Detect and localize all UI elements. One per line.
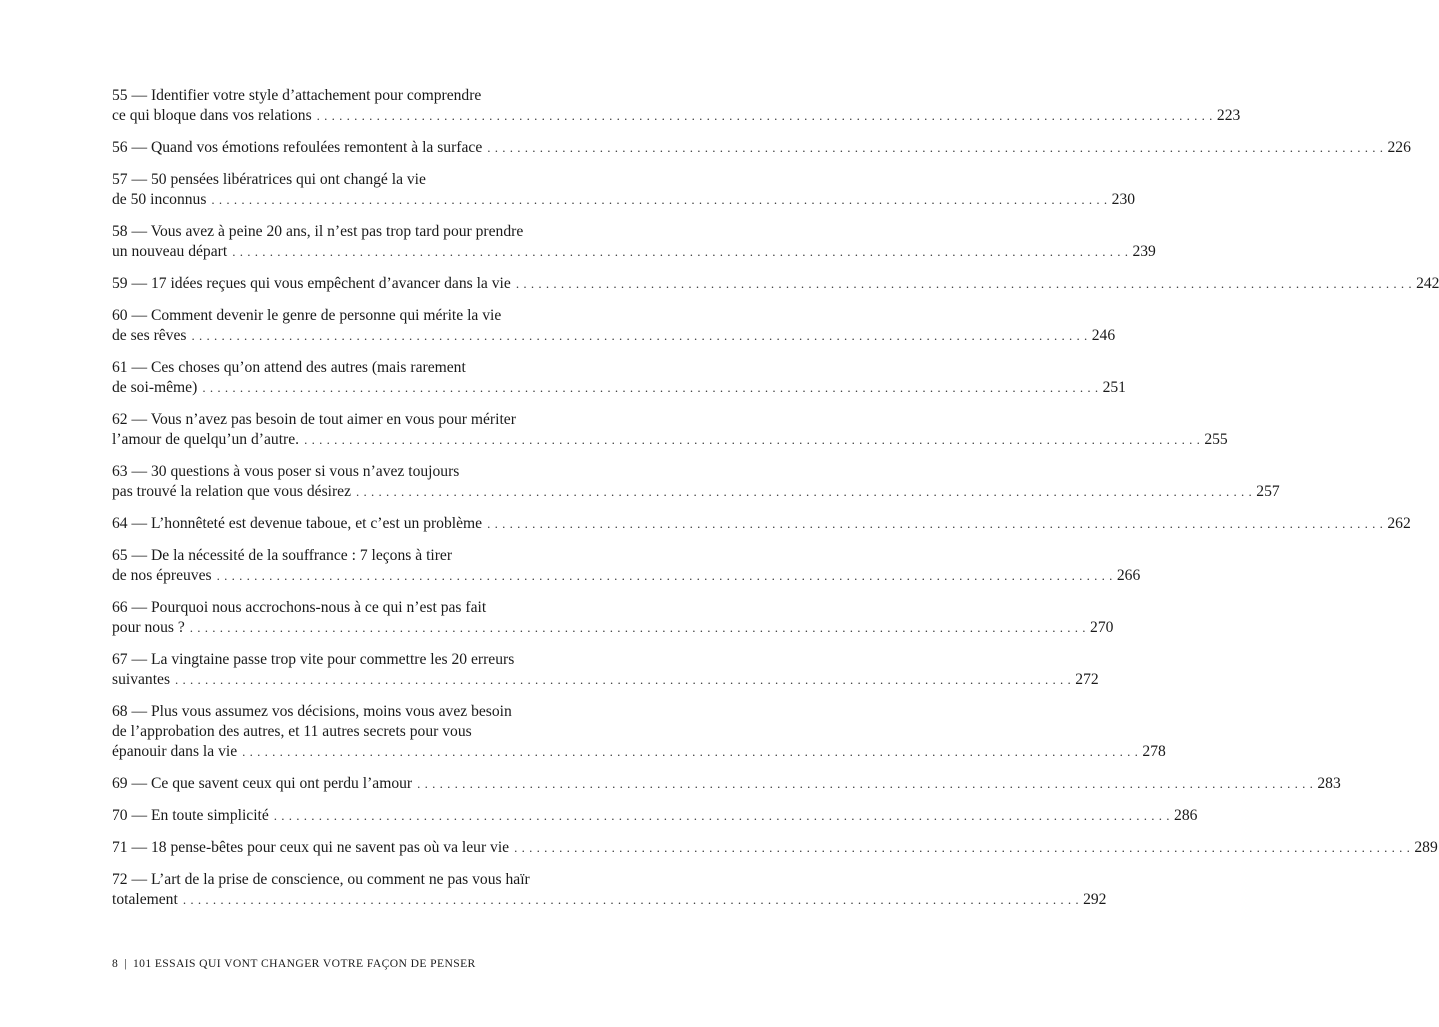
footer-book-title: 101 ESSAIS QUI VONT CHANGER VOTRE FAÇON DE PENSER: [132, 957, 476, 970]
toc-entry-title-line: 63 — 30 questions à vous poser si vous n’avez toujours: [112, 463, 460, 480]
toc-entry-title-line: l’amour de quelqu’un d’autre.: [112, 431, 300, 448]
toc-entry-last-line: [112, 242, 1156, 262]
toc-entry-page-number: 239: [1132, 243, 1156, 260]
dot-leader: . . . . . . . . . . . . . . . . . . . . . . . . . . . . . . . . . . . . . . . . . . . . . . . . . . . . . . . . . . . . . . . . . . . . . . . . . . . . . . . . . . . . . . . . . . . . . . . . . . . . . . . . . . . . . . . . . . . . . . . .: [232, 244, 1129, 259]
toc-entry-last-line: [112, 326, 1116, 346]
toc-entry-title-line: de soi-même): [112, 379, 198, 396]
toc-entry-page-number: 255: [1204, 431, 1228, 448]
toc-entry-last-line: [112, 378, 1126, 398]
toc-entry-last-line: [112, 566, 1141, 586]
dot-leader: . . . . . . . . . . . . . . . . . . . . . . . . . . . . . . . . . . . . . . . . . . . . . . . . . . . . . . . . . . . . . . . . . . . . . . . . . . . . . . . . . . . . . . . . . . . . . . . . . . . . . . . . . . . . . . . . . . . . . . . .: [211, 192, 1108, 207]
toc-entry-page-number: 226: [1387, 139, 1411, 156]
page-footer: [112, 957, 476, 970]
toc-entry-last-line: [112, 274, 1439, 294]
toc-entry-last-line: [112, 138, 1411, 158]
dot-leader: . . . . . . . . . . . . . . . . . . . . . . . . . . . . . . . . . . . . . . . . . . . . . . . . . . . . . . . . . . . . . . . . . . . . . . . . . . . . . . . . . . . . . . . . . . . . . . . . . . . . . . . . . . . . . . . . . . . . . . . .: [316, 108, 1213, 123]
toc-entry-title-line: de nos épreuves: [112, 567, 212, 584]
toc-entry-title-line: 70 — En toute simplicité: [112, 807, 269, 824]
toc-entry-page-number: 272: [1075, 671, 1099, 688]
toc-entry: [112, 410, 1228, 450]
toc-entry-title-line: 61 — Ces choses qu’on attend des autres (mais rarement: [112, 359, 466, 376]
toc-entry: [112, 774, 1341, 794]
dot-leader: . . . . . . . . . . . . . . . . . . . . . . . . . . . . . . . . . . . . . . . . . . . . . . . . . . . . . . . . . . . . . . . . . . . . . . . . . . . . . . . . . . . . . . . . . . . . . . . . . . . . . . . . . . . . . . . . . . . . . . . .: [356, 484, 1253, 499]
toc-entry-title-line: pas trouvé la relation que vous désirez: [112, 483, 352, 500]
dot-leader: . . . . . . . . . . . . . . . . . . . . . . . . . . . . . . . . . . . . . . . . . . . . . . . . . . . . . . . . . . . . . . . . . . . . . . . . . . . . . . . . . . . . . . . . . . . . . . . . . . . . . . . . . . . . . . . . . . . . . . . .: [216, 568, 1113, 583]
toc-entry-page-number: 242: [1416, 275, 1439, 292]
dot-leader: . . . . . . . . . . . . . . . . . . . . . . . . . . . . . . . . . . . . . . . . . . . . . . . . . . . . . . . . . . . . . . . . . . . . . . . . . . . . . . . . . . . . . . . . . . . . . . . . . . . . . . . . . . . . . . . . . . . . . . . .: [304, 432, 1201, 447]
dot-leader: . . . . . . . . . . . . . . . . . . . . . . . . . . . . . . . . . . . . . . . . . . . . . . . . . . . . . . . . . . . . . . . . . . . . . . . . . . . . . . . . . . . . . . . . . . . . . . . . . . . . . . . . . . . . . . . . . . . . . . . .: [242, 744, 1139, 759]
toc-entry-last-line: [112, 806, 1198, 826]
toc-entry-page-number: 278: [1142, 743, 1166, 760]
toc-entry: [112, 702, 1166, 762]
toc-entry: [112, 546, 1141, 586]
toc-entry: [112, 358, 1126, 398]
toc-entry: [112, 838, 1438, 858]
toc-entry-last-line: [112, 890, 1107, 910]
dot-leader: . . . . . . . . . . . . . . . . . . . . . . . . . . . . . . . . . . . . . . . . . . . . . . . . . . . . . . . . . . . . . . . . . . . . . . . . . . . . . . . . . . . . . . . . . . . . . . . . . . . . . . . . . . . . . . . . . . . . . . . .: [487, 140, 1384, 155]
toc-entry-page-number: 292: [1083, 891, 1107, 908]
toc-entry-title-line: 66 — Pourquoi nous accrochons-nous à ce qui n’est pas fait: [112, 599, 487, 616]
toc-entry-title-line: 69 — Ce que savent ceux qui ont perdu l’amour: [112, 775, 413, 792]
toc-entry: [112, 598, 1114, 638]
toc-entry-title-line: de ses rêves: [112, 327, 187, 344]
toc-entry-title-line: suivantes: [112, 671, 171, 688]
toc-entry: [112, 274, 1439, 294]
toc-entry-title-line: de 50 inconnus: [112, 191, 207, 208]
dot-leader: . . . . . . . . . . . . . . . . . . . . . . . . . . . . . . . . . . . . . . . . . . . . . . . . . . . . . . . . . . . . . . . . . . . . . . . . . . . . . . . . . . . . . . . . . . . . . . . . . . . . . . . . . . . . . . . . . . . . . . . .: [515, 276, 1413, 291]
table-of-contents: [112, 86, 1439, 922]
toc-entry-title-line: totalement: [112, 891, 178, 908]
toc-entry-page-number: 270: [1090, 619, 1114, 636]
toc-entry-last-line: [112, 190, 1136, 210]
toc-entry-title-line: épanouir dans la vie: [112, 743, 238, 760]
toc-entry-title-line: 62 — Vous n’avez pas besoin de tout aimer en vous pour mériter: [112, 411, 516, 428]
toc-entry: [112, 138, 1411, 158]
toc-entry: [112, 650, 1099, 690]
toc-entry: [112, 514, 1411, 534]
toc-entry-title-line: 59 — 17 idées reçues qui vous empêchent d’avancer dans la vie: [112, 275, 511, 292]
toc-entry-last-line: [112, 618, 1114, 638]
toc-entry-page-number: 246: [1091, 327, 1116, 344]
toc-entry-last-line: [112, 106, 1241, 126]
toc-entry: [112, 462, 1280, 502]
toc-entry-title-line: 64 — L’honnêteté est devenue taboue, et c’est un problème: [112, 515, 483, 532]
toc-entry-page-number: 257: [1256, 483, 1280, 500]
dot-leader: . . . . . . . . . . . . . . . . . . . . . . . . . . . . . . . . . . . . . . . . . . . . . . . . . . . . . . . . . . . . . . . . . . . . . . . . . . . . . . . . . . . . . . . . . . . . . . . . . . . . . . . . . . . . . . . . . . . . . . . .: [191, 328, 1088, 343]
dot-leader: . . . . . . . . . . . . . . . . . . . . . . . . . . . . . . . . . . . . . . . . . . . . . . . . . . . . . . . . . . . . . . . . . . . . . . . . . . . . . . . . . . . . . . . . . . . . . . . . . . . . . . . . . . . . . . . . . . . . . . . .: [175, 672, 1072, 687]
toc-entry: [112, 806, 1198, 826]
toc-entry-title-line: 55 — Identifier votre style d’attachement pour comprendre: [112, 87, 482, 104]
toc-entry-page-number: 283: [1317, 775, 1341, 792]
toc-entry-page-number: 289: [1414, 839, 1438, 856]
toc-entry: [112, 170, 1136, 210]
toc-entry-last-line: [112, 430, 1228, 450]
toc-entry: [112, 86, 1241, 126]
toc-entry-last-line: [112, 482, 1280, 502]
dot-leader: . . . . . . . . . . . . . . . . . . . . . . . . . . . . . . . . . . . . . . . . . . . . . . . . . . . . . . . . . . . . . . . . . . . . . . . . . . . . . . . . . . . . . . . . . . . . . . . . . . . . . . . . . . . . . . . . . . . . . . . .: [417, 776, 1314, 791]
dot-leader: . . . . . . . . . . . . . . . . . . . . . . . . . . . . . . . . . . . . . . . . . . . . . . . . . . . . . . . . . . . . . . . . . . . . . . . . . . . . . . . . . . . . . . . . . . . . . . . . . . . . . . . . . . . . . . . . . . . . . . . .: [514, 840, 1411, 855]
toc-entry-title-line: ce qui bloque dans vos relations: [112, 107, 312, 124]
dot-leader: . . . . . . . . . . . . . . . . . . . . . . . . . . . . . . . . . . . . . . . . . . . . . . . . . . . . . . . . . . . . . . . . . . . . . . . . . . . . . . . . . . . . . . . . . . . . . . . . . . . . . . . . . . . . . . . . . . . . . . . .: [202, 380, 1099, 395]
toc-entry-title-line: 68 — Plus vous assumez vos décisions, moins vous avez besoin: [112, 703, 512, 720]
toc-entry: [112, 306, 1116, 346]
toc-entry-page-number: 230: [1111, 191, 1136, 208]
footer-separator: |: [124, 957, 127, 970]
toc-entry-page-number: 223: [1216, 107, 1241, 124]
toc-entry-last-line: [112, 774, 1341, 794]
footer-page-number: 8: [112, 957, 119, 970]
toc-entry-title-line: pour nous ?: [112, 619, 185, 636]
toc-entry-page-number: 286: [1174, 807, 1198, 824]
toc-entry-title-line: 72 — L’art de la prise de conscience, ou comment ne pas vous haïr: [112, 871, 530, 888]
toc-entry-title-line: de l’approbation des autres, et 11 autres secrets pour vous: [112, 723, 472, 740]
toc-entry-page-number: 266: [1116, 567, 1141, 584]
toc-entry-title-line: 67 — La vingtaine passe trop vite pour commettre les 20 erreurs: [112, 651, 515, 668]
toc-entry-page-number: 262: [1387, 515, 1411, 532]
toc-entry-title-line: 57 — 50 pensées libératrices qui ont changé la vie: [112, 171, 426, 188]
toc-entry-title-line: 71 — 18 pense-bêtes pour ceux qui ne savent pas où va leur vie: [112, 839, 510, 856]
dot-leader: . . . . . . . . . . . . . . . . . . . . . . . . . . . . . . . . . . . . . . . . . . . . . . . . . . . . . . . . . . . . . . . . . . . . . . . . . . . . . . . . . . . . . . . . . . . . . . . . . . . . . . . . . . . . . . . . . . . . . . . .: [182, 892, 1080, 907]
toc-entry-title-line: 58 — Vous avez à peine 20 ans, il n’est pas trop tard pour prendre: [112, 223, 524, 240]
toc-entry-title-line: 60 — Comment devenir le genre de personne qui mérite la vie: [112, 307, 502, 324]
toc-entry: [112, 870, 1107, 910]
dot-leader: . . . . . . . . . . . . . . . . . . . . . . . . . . . . . . . . . . . . . . . . . . . . . . . . . . . . . . . . . . . . . . . . . . . . . . . . . . . . . . . . . . . . . . . . . . . . . . . . . . . . . . . . . . . . . . . . . . . . . . . .: [487, 516, 1384, 531]
toc-entry-title-line: un nouveau départ: [112, 243, 228, 260]
toc-entry-title-line: 65 — De la nécessité de la souffrance : 7 leçons à tirer: [112, 547, 453, 564]
dot-leader: . . . . . . . . . . . . . . . . . . . . . . . . . . . . . . . . . . . . . . . . . . . . . . . . . . . . . . . . . . . . . . . . . . . . . . . . . . . . . . . . . . . . . . . . . . . . . . . . . . . . . . . . . . . . . . . . . . . . . . . .: [273, 808, 1171, 823]
toc-entry-last-line: [112, 670, 1099, 690]
toc-entry-last-line: [112, 742, 1166, 762]
toc-entry-last-line: [112, 838, 1438, 858]
toc-entry: [112, 222, 1156, 262]
toc-entry-title-line: 56 — Quand vos émotions refoulées remontent à la surface: [112, 139, 483, 156]
toc-entry-last-line: [112, 514, 1411, 534]
toc-entry-page-number: 251: [1102, 379, 1126, 396]
dot-leader: . . . . . . . . . . . . . . . . . . . . . . . . . . . . . . . . . . . . . . . . . . . . . . . . . . . . . . . . . . . . . . . . . . . . . . . . . . . . . . . . . . . . . . . . . . . . . . . . . . . . . . . . . . . . . . . . . . . . . . . .: [189, 620, 1087, 635]
